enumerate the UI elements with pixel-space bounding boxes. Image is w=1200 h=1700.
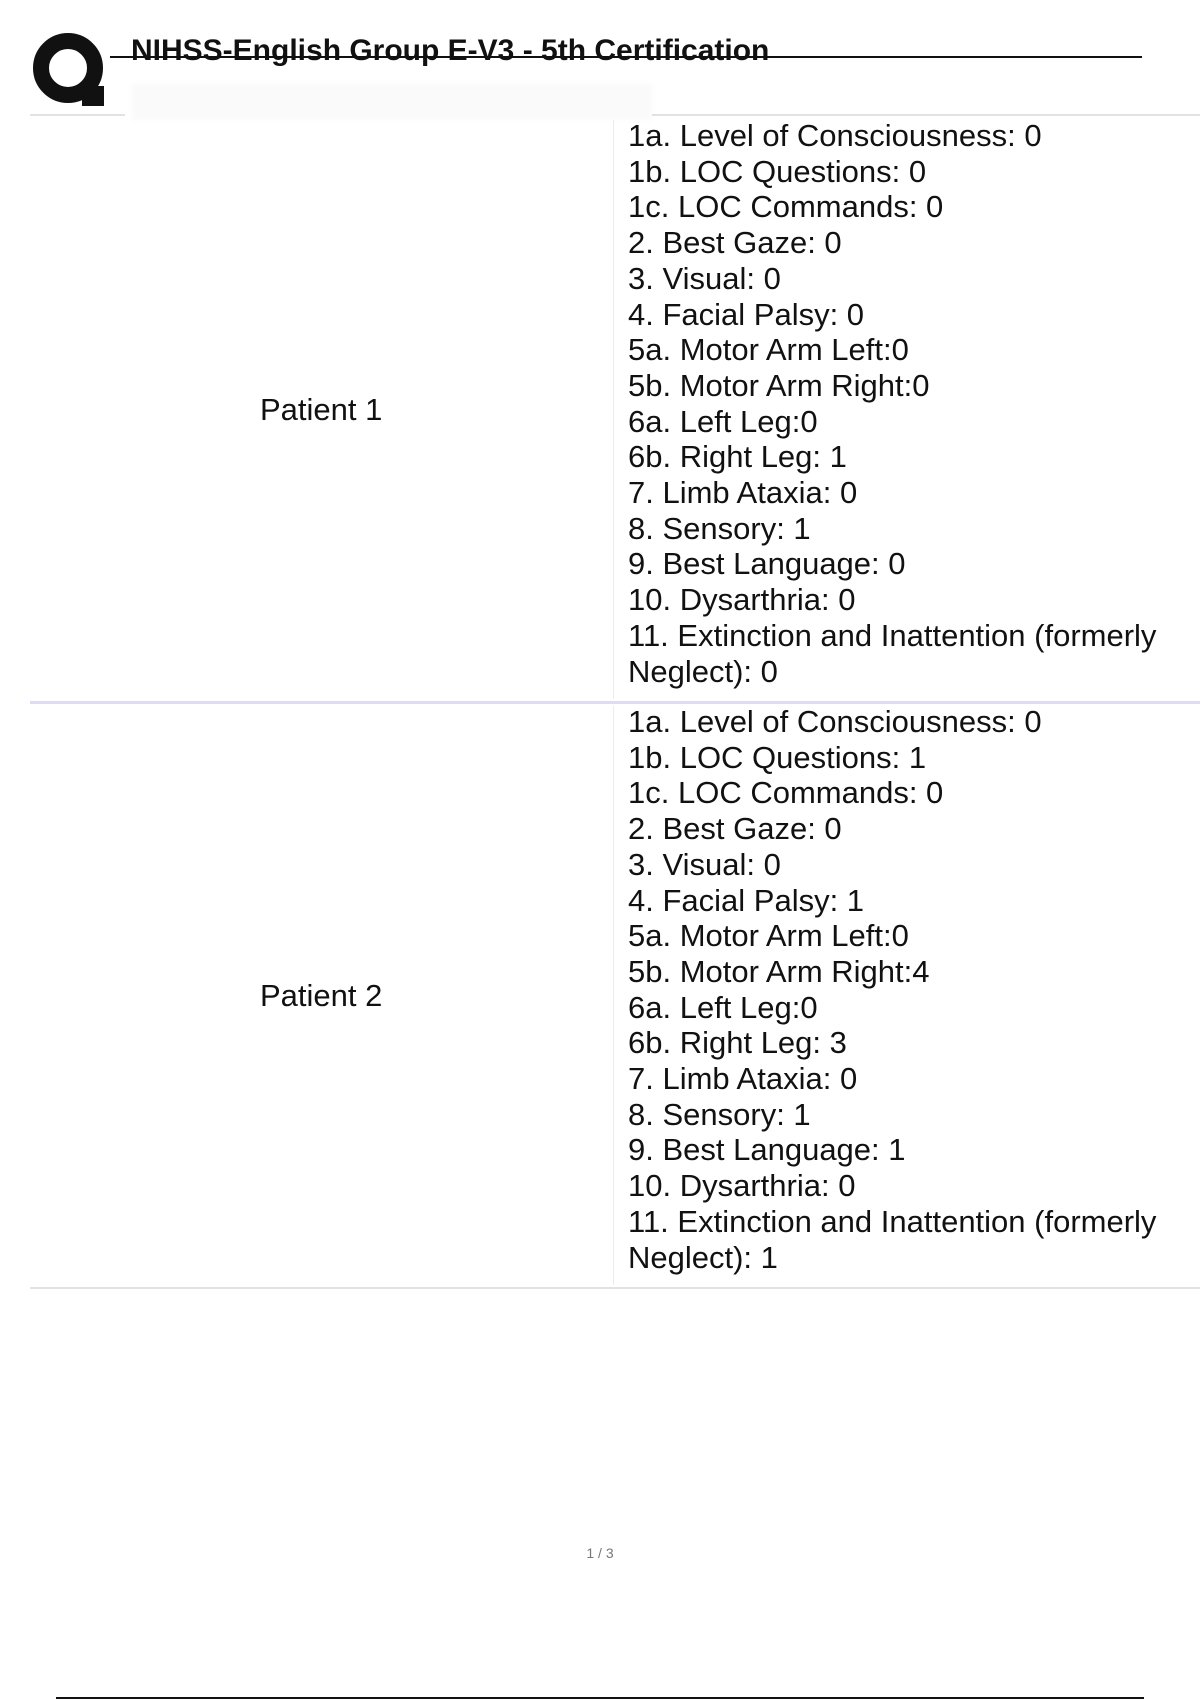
score-item: 6b. Right Leg: 3 bbox=[628, 1025, 847, 1061]
score-item: 8. Sensory: 1 bbox=[628, 510, 811, 546]
score-item: 8. Sensory: 1 bbox=[628, 1096, 811, 1132]
score-item: Neglect): 1 bbox=[628, 1239, 778, 1275]
footer-rule bbox=[56, 1697, 1144, 1699]
table-top-border bbox=[30, 114, 125, 116]
score-item: 9. Best Language: 0 bbox=[628, 546, 906, 582]
score-item: 4. Facial Palsy: 0 bbox=[628, 296, 865, 332]
score-item: 4. Facial Palsy: 1 bbox=[628, 882, 865, 918]
score-item: 10. Dysarthria: 0 bbox=[628, 582, 856, 618]
score-item: 2. Best Gaze: 0 bbox=[628, 811, 842, 847]
card-row bbox=[30, 118, 1200, 704]
score-item: 7. Limb Ataxia: 0 bbox=[628, 475, 858, 511]
card-definition bbox=[628, 118, 1200, 689]
document-title: NIHSS-English Group E-V3 - 5th Certification bbox=[131, 34, 770, 67]
score-item: 1b. LOC Questions: 0 bbox=[628, 153, 927, 189]
score-item: 11. Extinction and Inattention (formerly bbox=[628, 617, 1157, 653]
score-item: 1c. LOC Commands: 0 bbox=[628, 189, 944, 225]
score-item: Neglect): 0 bbox=[628, 653, 778, 689]
card-term: Patient 1 bbox=[260, 391, 383, 427]
column-divider bbox=[613, 120, 614, 699]
header-ghost-text bbox=[132, 84, 652, 120]
score-item: 3. Visual: 0 bbox=[628, 260, 781, 296]
score-item: 11. Extinction and Inattention (formerly bbox=[628, 1203, 1157, 1239]
score-item: 3. Visual: 0 bbox=[628, 846, 781, 882]
score-item: 1b. LOC Questions: 1 bbox=[628, 739, 927, 775]
score-item: 6a. Left Leg:0 bbox=[628, 403, 818, 439]
score-item: 6b. Right Leg: 1 bbox=[628, 439, 847, 475]
score-item: 5b. Motor Arm Right:4 bbox=[628, 953, 930, 989]
page-indicator: 1 / 3 bbox=[586, 1545, 614, 1561]
card-row bbox=[30, 704, 1200, 1289]
score-item: 1c. LOC Commands: 0 bbox=[628, 775, 944, 811]
score-item: 10. Dysarthria: 0 bbox=[628, 1168, 856, 1204]
score-item: 1a. Level of Consciousness: 0 bbox=[628, 704, 1042, 739]
table-top-border bbox=[652, 114, 1200, 116]
score-item: 2. Best Gaze: 0 bbox=[628, 225, 842, 261]
score-item: 9. Best Language: 1 bbox=[628, 1132, 906, 1168]
score-item: 5a. Motor Arm Left:0 bbox=[628, 332, 909, 368]
card-definition bbox=[628, 704, 1200, 1275]
column-divider bbox=[613, 706, 614, 1285]
score-item: 5a. Motor Arm Left:0 bbox=[628, 918, 909, 954]
card-term: Patient 2 bbox=[260, 977, 383, 1013]
quizlet-logo-icon bbox=[30, 30, 112, 112]
score-item: 5b. Motor Arm Right:0 bbox=[628, 367, 930, 403]
score-item: 6a. Left Leg:0 bbox=[628, 989, 818, 1025]
score-item: 7. Limb Ataxia: 0 bbox=[628, 1061, 858, 1097]
score-item: 1a. Level of Consciousness: 0 bbox=[628, 118, 1042, 153]
